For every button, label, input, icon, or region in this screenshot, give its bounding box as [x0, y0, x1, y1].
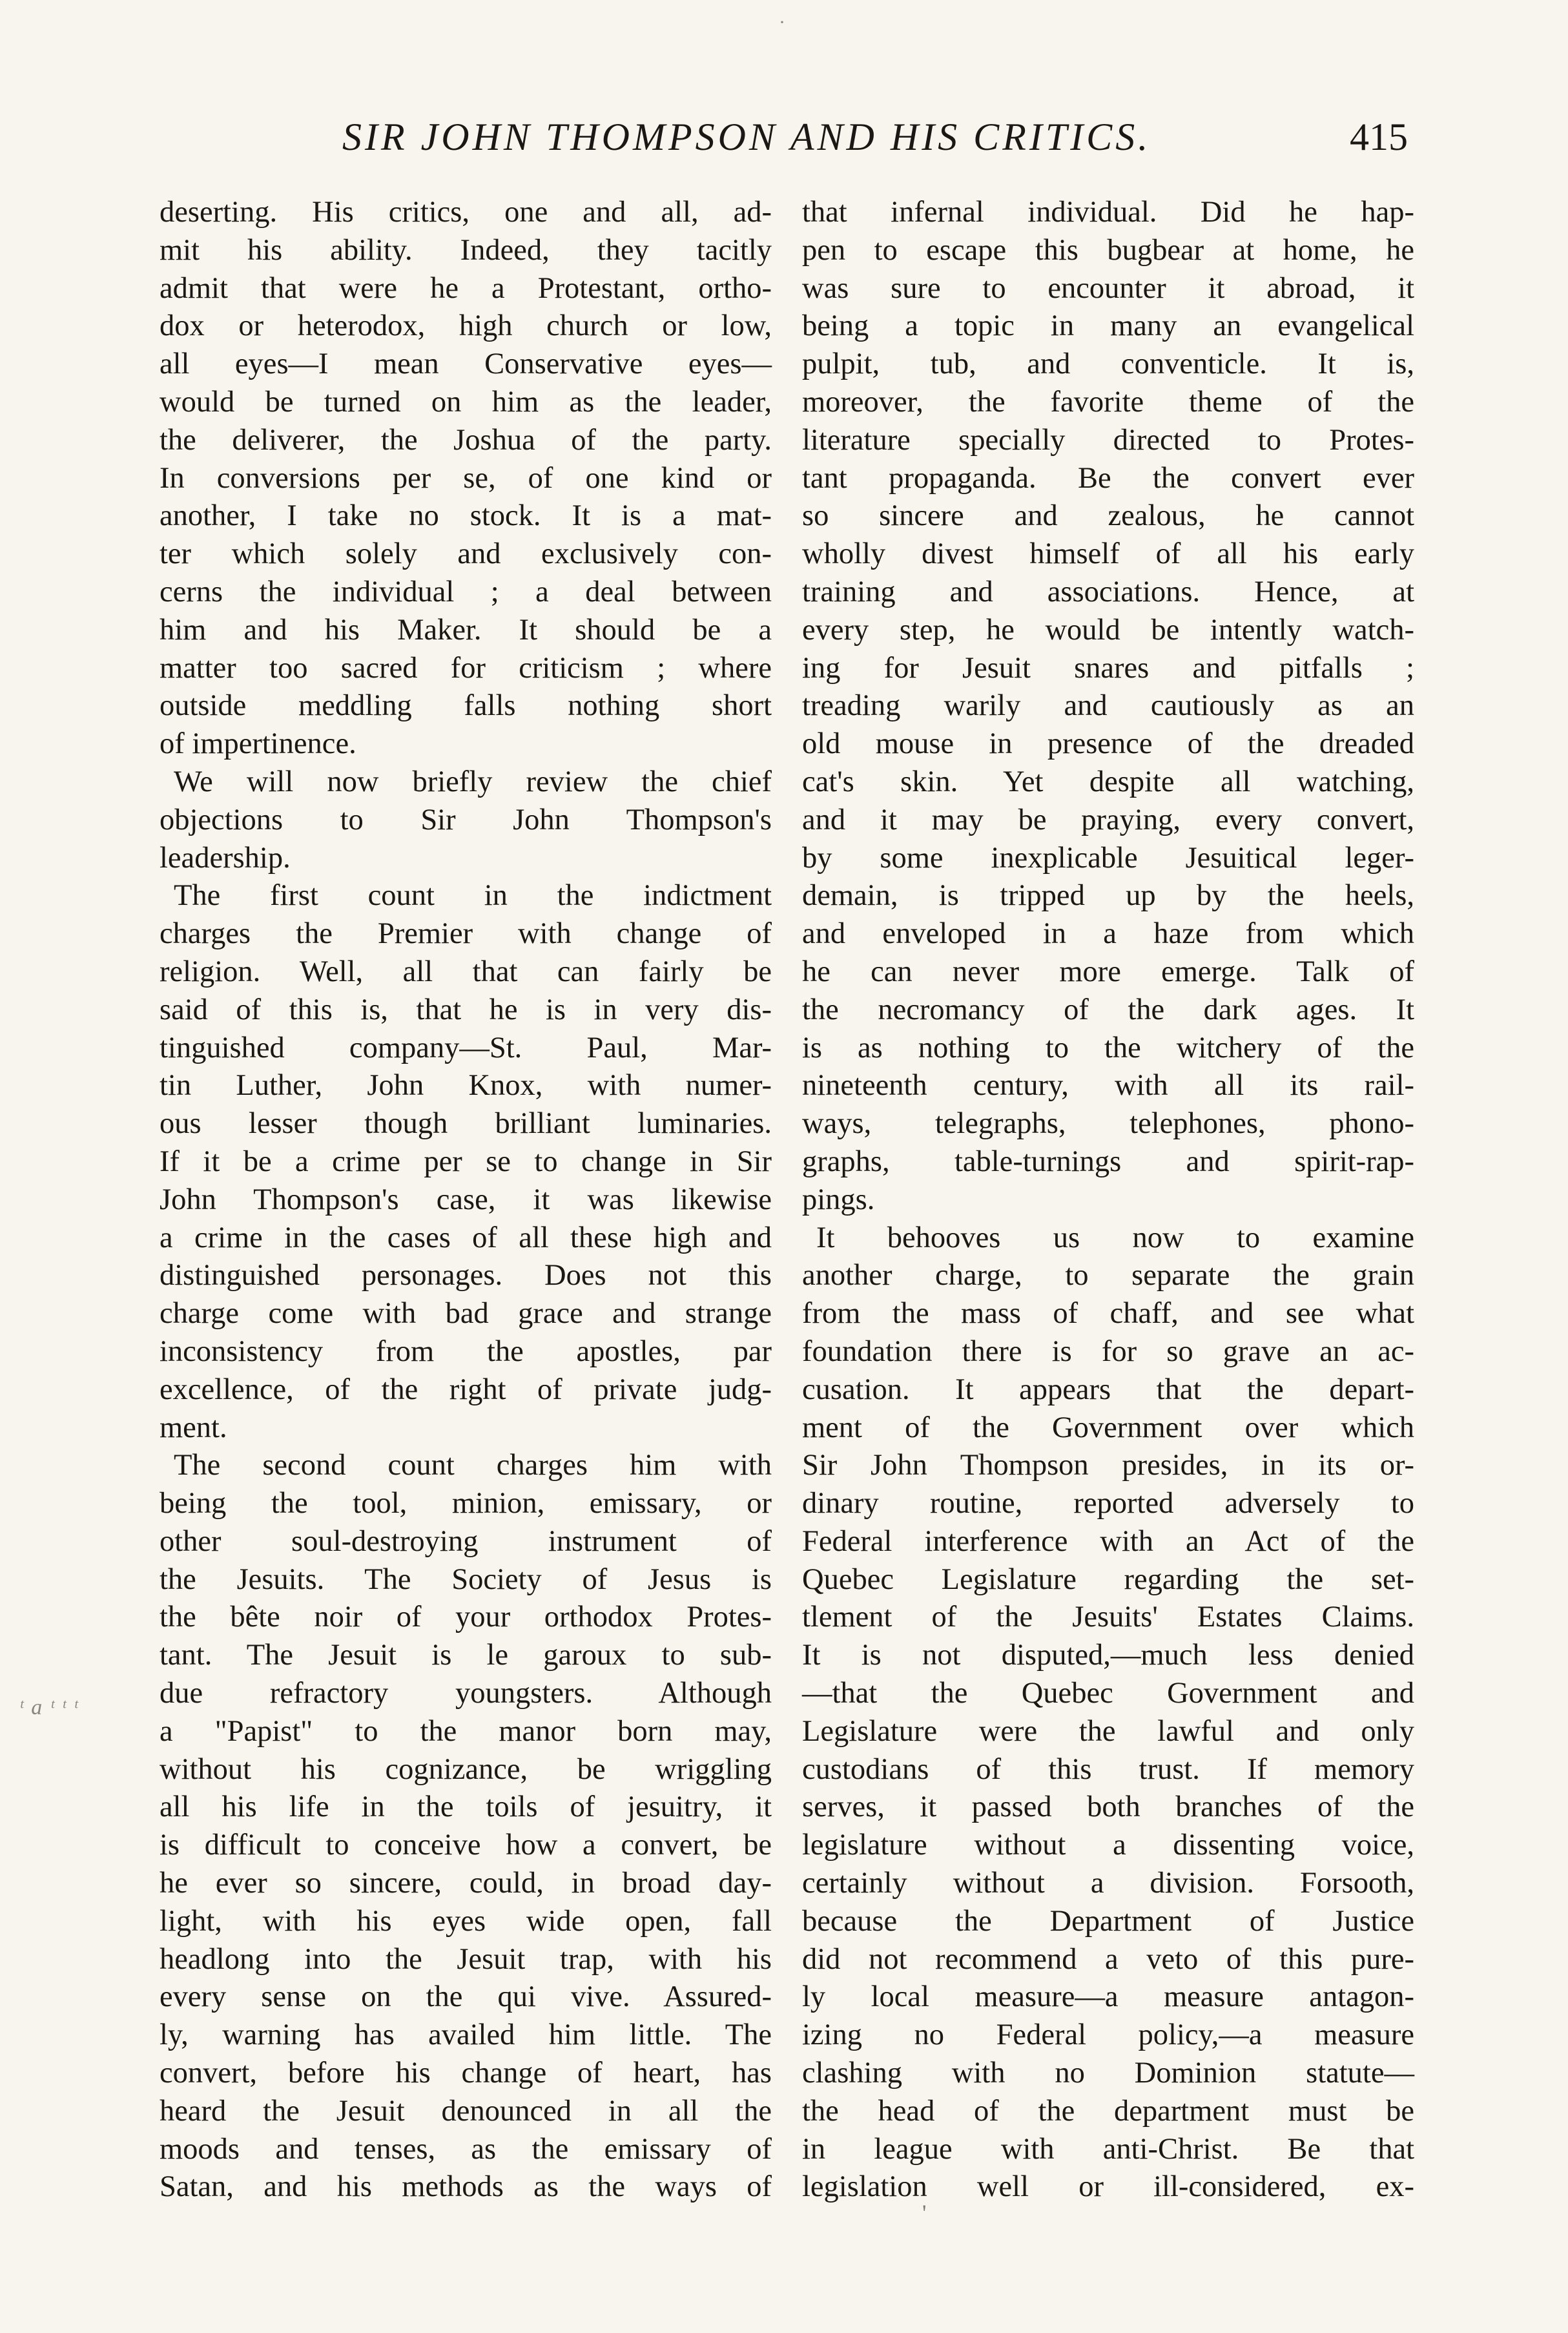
text-line: ous lesser though brilliant luminaries. — [160, 1107, 772, 1141]
text-line: would be turned on him as the leader, — [160, 385, 772, 419]
text-line: light, with his eyes wide open, fall — [160, 1904, 772, 1938]
text-line: objections to Sir John Thompson's — [160, 803, 772, 836]
text-line: moods and tenses, as the emissary of — [160, 2132, 772, 2166]
text-line: a crime in the cases of all these high and — [160, 1221, 772, 1254]
text-line: every sense on the qui vive. Assured- — [160, 1980, 772, 2014]
stray-ink-mark: ' — [922, 2200, 927, 2226]
text-line: leadership. — [160, 841, 291, 875]
text-line: dox or heterodox, high church or low, — [160, 309, 772, 343]
text-line: he ever so sincere, could, in broad day- — [160, 1867, 772, 1900]
text-line: other soul-destroying instrument of — [160, 1524, 772, 1558]
text-line: another, I take no stock. It is a mat- — [160, 499, 772, 533]
text-line: ter which solely and exclusively con- — [160, 537, 772, 571]
text-line: legislature without a dissenting voice, — [802, 1829, 1414, 1862]
text-line: being a topic in many an evangelical — [802, 309, 1414, 343]
text-line: pings. — [802, 1183, 875, 1216]
text-line: Federal interference with an Act of the — [802, 1524, 1414, 1558]
text-line: ment of the Government over which — [802, 1411, 1414, 1444]
text-line: the bête noir of your orthodox Protes- — [160, 1601, 772, 1634]
text-line: by some inexplicable Jesuitical leger- — [802, 841, 1414, 875]
text-line: ing for Jesuit snares and pitfalls ; — [802, 651, 1414, 685]
running-header — [161, 115, 1408, 186]
text-line: distinguished personages. Does not this — [160, 1259, 772, 1292]
text-line: pen to escape this bugbear at home, he — [802, 233, 1414, 267]
text-line: religion. Well, all that can fairly be — [160, 955, 772, 988]
text-line: excellence, of the right of private judg- — [160, 1373, 772, 1406]
text-line: ment. — [160, 1411, 227, 1444]
text-line: the necromancy of the dark ages. It — [802, 993, 1414, 1026]
text-line: pulpit, tub, and conventicle. It is, — [802, 347, 1414, 381]
text-line: charge come with bad grace and strange — [160, 1297, 772, 1331]
text-line: custodians of this trust. If memory — [802, 1752, 1414, 1786]
top-ink-dot: · — [779, 12, 785, 33]
text-line: The second count charges him with — [174, 1449, 772, 1482]
text-line: If it be a crime per se to change in Sir — [160, 1145, 772, 1178]
text-line: of impertinence. — [160, 727, 356, 761]
text-line: another charge, to separate the grain — [802, 1259, 1414, 1292]
text-line: clashing with no Dominion statute— — [802, 2057, 1414, 2090]
text-line: in league with anti-Christ. Be that — [802, 2132, 1414, 2166]
text-line: convert, before his change of heart, has — [160, 2057, 772, 2090]
text-line: It behooves us now to examine — [816, 1221, 1414, 1254]
text-line: being the tool, minion, emissary, or — [160, 1487, 772, 1520]
text-line: legislation well or ill-considered, ex- — [802, 2170, 1414, 2204]
text-line: izing no Federal policy,—a measure — [802, 2018, 1414, 2052]
text-line: The first count in the indictment — [174, 879, 772, 913]
text-line: ly local measure—a measure antagon- — [802, 1980, 1414, 2014]
text-line: treading warily and cautiously as an — [802, 689, 1414, 723]
text-line: all his life in the toils of jesuitry, it — [160, 1790, 772, 1824]
text-line: Satan, and his methods as the ways of — [160, 2170, 772, 2204]
text-line: said of this is, that he is in very dis- — [160, 993, 772, 1026]
text-line: without his cognizance, be wriggling — [160, 1752, 772, 1786]
text-line: tant. The Jesuit is le garoux to sub- — [160, 1639, 772, 1672]
running-title: SIR JOHN THOMPSON AND HIS CRITICS. — [342, 116, 1151, 158]
text-line: him and his Maker. It should be a — [160, 613, 772, 647]
text-line: training and associations. Hence, at — [802, 575, 1414, 608]
text-line: demain, is tripped up by the heels, — [802, 879, 1414, 913]
text-line: We will now briefly review the chief — [174, 765, 772, 798]
text-line: In conversions per se, of one kind or — [160, 461, 772, 495]
text-line: headlong into the Jesuit trap, with his — [160, 1942, 772, 1976]
text-line: cerns the individual ; a deal between — [160, 575, 772, 608]
text-line: tinguished company—St. Paul, Mar- — [160, 1031, 772, 1064]
text-line: so sincere and zealous, he cannot — [802, 499, 1414, 533]
text-line: was sure to encounter it abroad, it — [802, 271, 1414, 305]
page-number: 415 — [1350, 116, 1408, 158]
text-line: he can never more emerge. Talk of — [802, 955, 1414, 988]
text-line: heard the Jesuit denounced in all the — [160, 2094, 772, 2128]
text-line: cusation. It appears that the depart- — [802, 1373, 1414, 1406]
right-column — [802, 194, 1414, 2206]
text-line: ways, telegraphs, telephones, phono- — [802, 1107, 1414, 1141]
text-line: the Jesuits. The Society of Jesus is — [160, 1562, 772, 1596]
text-line: moreover, the favorite theme of the — [802, 385, 1414, 419]
text-line: dinary routine, reported adversely to — [802, 1487, 1414, 1520]
text-line: serves, it passed both branches of the — [802, 1790, 1414, 1824]
text-line: matter too sacred for criticism ; where — [160, 651, 772, 685]
text-line: wholly divest himself of all his early — [802, 537, 1414, 571]
text-line: and enveloped in a haze from which — [802, 917, 1414, 951]
text-line: nineteenth century, with all its rail- — [802, 1069, 1414, 1103]
text-line: because the Department of Justice — [802, 1904, 1414, 1938]
text-line: is as nothing to the witchery of the — [802, 1031, 1414, 1064]
text-line: tant propaganda. Be the convert ever — [802, 461, 1414, 495]
text-line: literature specially directed to Protes- — [802, 423, 1414, 457]
text-line: mit his ability. Indeed, they tacitly — [160, 233, 772, 267]
text-line: a "Papist" to the manor born may, — [160, 1714, 772, 1748]
text-line: Legislature were the lawful and only — [802, 1714, 1414, 1748]
text-line: deserting. His critics, one and all, ad- — [160, 196, 772, 229]
text-line: foundation there is for so grave an ac- — [802, 1334, 1414, 1368]
text-line: all eyes—I mean Conservative eyes— — [160, 347, 772, 381]
text-line: that infernal individual. Did he hap- — [802, 196, 1414, 229]
text-line: admit that were he a Protestant, ortho- — [160, 271, 772, 305]
margin-annotation: ᵗ a ᵗ ᵗ ᵗ — [19, 1695, 79, 1719]
text-line: from the mass of chaff, and see what — [802, 1297, 1414, 1331]
text-line: outside meddling falls nothing short — [160, 689, 772, 723]
text-line: the head of the department must be — [802, 2094, 1414, 2128]
text-line: and it may be praying, every convert, — [802, 803, 1414, 836]
text-line: tlement of the Jesuits' Estates Claims. — [802, 1601, 1414, 1634]
text-line: tin Luther, John Knox, with numer- — [160, 1069, 772, 1103]
text-line: Sir John Thompson presides, in its or- — [802, 1449, 1414, 1482]
text-line: John Thompson's case, it was likewise — [160, 1183, 772, 1216]
left-column — [160, 194, 772, 2206]
text-line: old mouse in presence of the dreaded — [802, 727, 1414, 761]
text-line: Quebec Legislature regarding the set- — [802, 1562, 1414, 1596]
text-line: certainly without a division. Forsooth, — [802, 1867, 1414, 1900]
text-line: every step, he would be intently watch- — [802, 613, 1414, 647]
text-line: cat's skin. Yet despite all watching, — [802, 765, 1414, 798]
text-line: charges the Premier with change of — [160, 917, 772, 951]
text-line: due refractory youngsters. Although — [160, 1677, 772, 1710]
text-line: is difficult to conceive how a convert, be — [160, 1829, 772, 1862]
text-line: the deliverer, the Joshua of the party. — [160, 423, 772, 457]
text-line: ly, warning has availed him little. The — [160, 2018, 772, 2052]
text-line: —that the Quebec Government and — [802, 1677, 1414, 1710]
text-line: graphs, table-turnings and spirit-rap- — [802, 1145, 1414, 1178]
text-line: did not recommend a veto of this pure- — [802, 1942, 1414, 1976]
text-line: inconsistency from the apostles, par — [160, 1334, 772, 1368]
text-line: It is not disputed,—much less denied — [802, 1639, 1414, 1672]
